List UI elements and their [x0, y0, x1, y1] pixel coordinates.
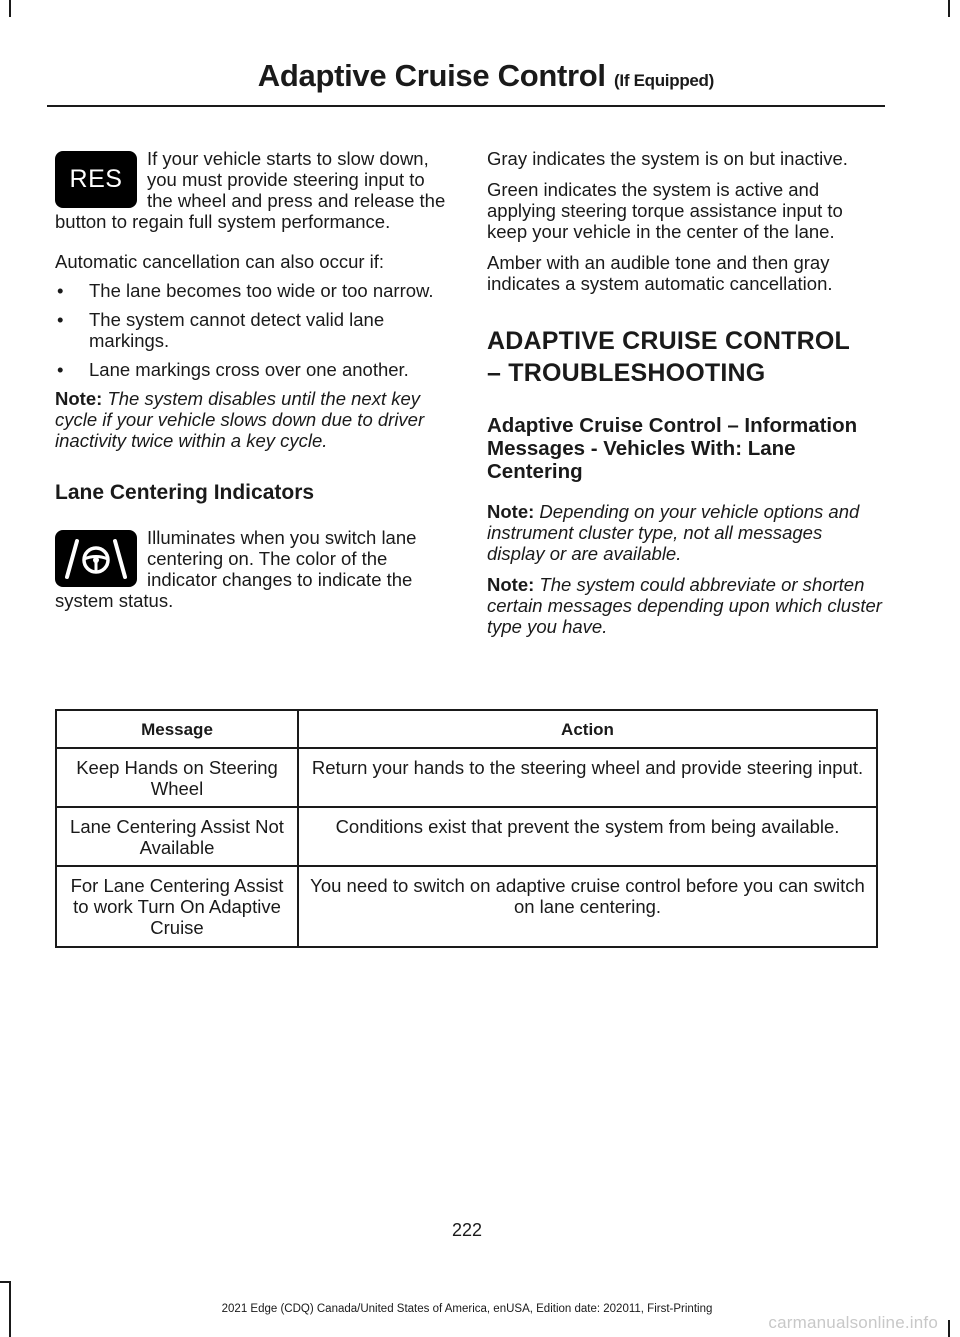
- column-header-message: Message: [56, 710, 298, 748]
- table-header-row: [56, 710, 877, 748]
- res-paragraph: If your vehicle starts to slow down, you must provide steering input to the wheel and press and release the button to regain full system performance.: [55, 148, 446, 232]
- table-row: [56, 807, 877, 866]
- header-title-main: Adaptive Cruise Control: [257, 58, 606, 93]
- note-label: Note:: [487, 501, 535, 522]
- indicators-paragraph: Illuminates when you switch lane centering on. The color of the indicator changes to indicate the system status.: [55, 527, 417, 611]
- crop-mark-top-left: [9, 0, 11, 17]
- bullet-marker: •: [57, 359, 64, 380]
- edition-footer: 2021 Edge (CDQ) Canada/United States of America, enUSA, Edition date: 202011, First-Printing: [221, 1303, 713, 1315]
- bullet-item: [55, 309, 447, 351]
- res-button-icon: [55, 151, 137, 208]
- page-header-title: [258, 58, 714, 94]
- information-messages-heading: Adaptive Cruise Control – Information Messages - Vehicles With: Lane Centering: [487, 414, 858, 483]
- lane-centering-indicators-heading: Lane Centering Indicators: [55, 481, 315, 504]
- watermark: carmanualsonline.info: [768, 1313, 938, 1332]
- message-cell: Keep Hands on Steering Wheel: [56, 748, 298, 807]
- action-cell: You need to switch on adaptive cruise control before you can switch on lane centering.: [298, 866, 877, 947]
- crop-mark-top-right: [948, 0, 950, 17]
- header-title-subtitle: (If Equipped): [614, 71, 714, 90]
- crop-mark-bottom-left-h: [0, 1281, 11, 1283]
- green-indicator-text: Green indicates the system is active and applying steering torque assistance input to keep your vehicle in the center of the lane.: [487, 179, 843, 242]
- auto-cancel-intro: Automatic cancellation can also occur if:: [55, 251, 385, 272]
- action-cell: Conditions exist that prevent the system from being available.: [298, 807, 877, 866]
- note-label: Note:: [487, 574, 535, 595]
- bullet-text: Lane markings cross over one another.: [89, 359, 409, 380]
- action-cell: Return your hands to the steering wheel and provide steering input.: [298, 748, 877, 807]
- note-options: [487, 501, 882, 564]
- header-divider: [47, 105, 885, 107]
- lane-centering-icon: [55, 530, 137, 587]
- note-driver-inactivity: [55, 388, 447, 451]
- amber-indicator-text: Amber with an audible tone and then gray indicates a system automatic cancellation.: [487, 252, 833, 294]
- res-icon-label: RES: [69, 165, 123, 193]
- note-text: The system could abbreviate or shorten certain messages depending upon which cluster type you have.: [487, 574, 882, 637]
- crop-mark-bottom-right: [948, 1320, 950, 1337]
- gray-indicator-text: Gray indicates the system is on but inactive.: [487, 148, 848, 169]
- message-cell: Lane Centering Assist Not Available: [56, 807, 298, 866]
- bullet-marker: •: [57, 309, 64, 330]
- message-cell: For Lane Centering Assist to work Turn On Adaptive Cruise: [56, 866, 298, 947]
- bullet-marker: •: [57, 280, 64, 301]
- left-column: [55, 148, 447, 611]
- bullet-item: [55, 280, 447, 301]
- troubleshooting-heading-line1: ADAPTIVE CRUISE CONTROL: [487, 327, 850, 355]
- note-abbreviate: [487, 574, 882, 637]
- note-label: Note:: [55, 388, 103, 409]
- column-header-action: Action: [298, 710, 877, 748]
- note-text: The system disables until the next key cycle if your vehicle slows down due to driver inactivity twice within a key cycle.: [55, 388, 425, 451]
- right-column: [487, 148, 882, 637]
- troubleshooting-heading-line2: – TROUBLESHOOTING: [487, 359, 766, 387]
- messages-table: [55, 709, 878, 948]
- bullet-text: The system cannot detect valid lane markings.: [89, 309, 385, 351]
- table-row: [56, 748, 877, 807]
- page-number: 222: [451, 1220, 483, 1240]
- bullet-text: The lane becomes too wide or too narrow.: [89, 280, 434, 301]
- bullet-item: [55, 359, 447, 380]
- note-text: Depending on your vehicle options and instrument cluster type, not all messages display or are available.: [487, 501, 860, 564]
- table-row: [56, 866, 877, 947]
